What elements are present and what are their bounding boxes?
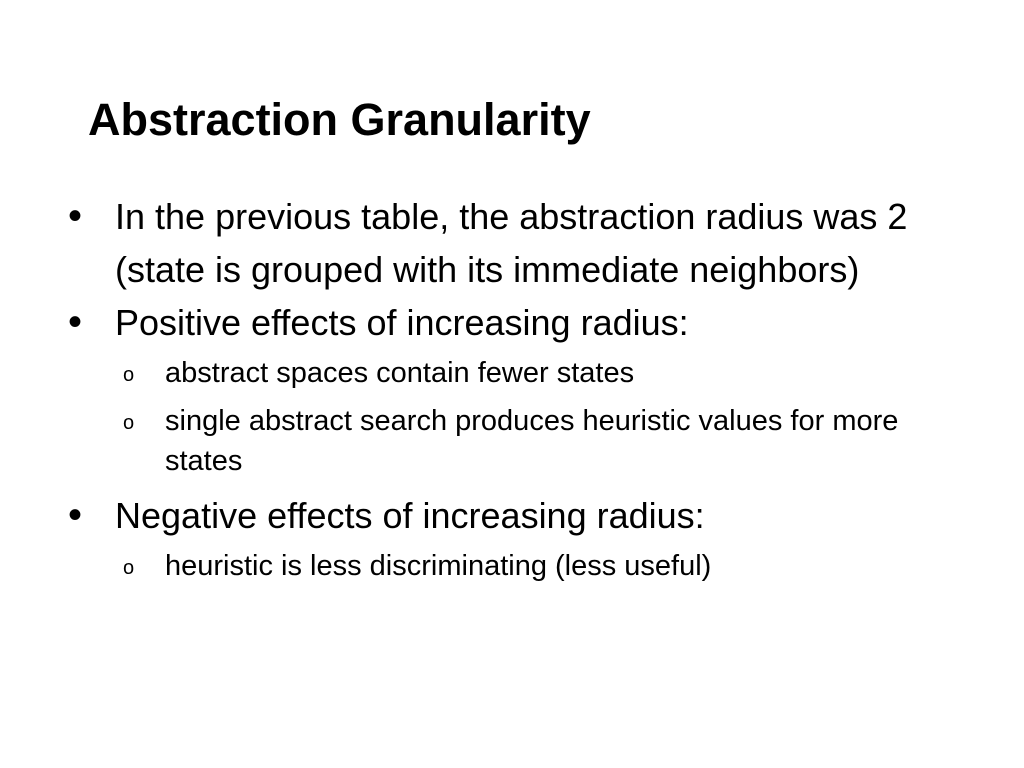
bullet-dot-icon: • — [68, 300, 83, 344]
sub-bullet-list — [68, 546, 968, 586]
sub-bullet-ring-icon: o — [123, 412, 135, 434]
sub-bullet-item — [68, 546, 968, 586]
sub-bullet-text: abstract spaces contain fewer states — [165, 357, 635, 389]
sub-bullet-text: single abstract search produces heuristic values for more states — [165, 405, 899, 477]
bullet-dot-icon: • — [68, 194, 83, 238]
bullet-text: In the previous table, the abstraction radius was 2 (state is grouped with its immediate neighbors) — [115, 196, 908, 290]
slide-title: Abstraction Granularity — [88, 94, 591, 145]
bullet-text: Positive effects of increasing radius: — [115, 302, 689, 343]
bullet-list — [68, 190, 968, 594]
bullet-text: Negative effects of increasing radius: — [115, 495, 705, 536]
sub-bullet-item — [68, 401, 968, 481]
sub-bullet-ring-icon: o — [123, 557, 135, 579]
bullet-item — [68, 190, 968, 296]
bullet-dot-icon: • — [68, 493, 83, 537]
sub-bullet-item — [68, 353, 968, 393]
bullet-item — [68, 489, 968, 542]
sub-bullet-ring-icon: o — [123, 364, 135, 386]
sub-bullet-list — [68, 353, 968, 481]
sub-bullet-text: heuristic is less discriminating (less useful) — [165, 550, 712, 582]
bullet-item — [68, 296, 968, 349]
